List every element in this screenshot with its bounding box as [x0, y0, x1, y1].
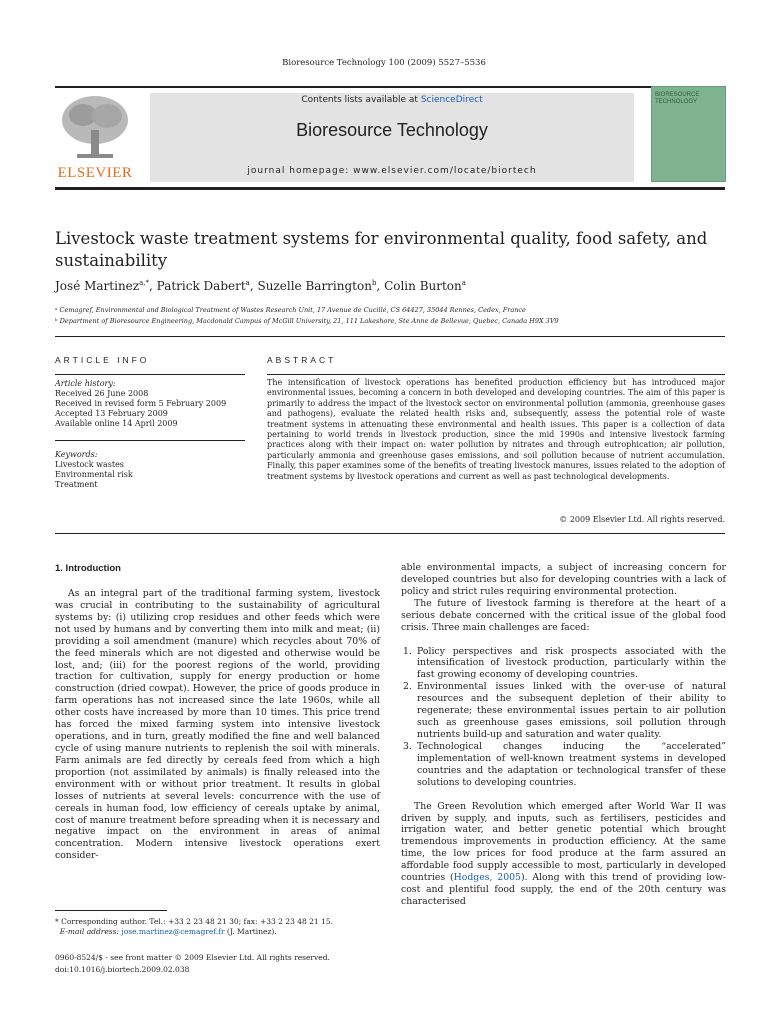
- cover-title: BIORESOURCE TECHNOLOGY: [655, 92, 700, 105]
- history-label: Article history:: [55, 379, 116, 388]
- article-info-rule: [55, 374, 245, 375]
- list-text: Technological changes inducing the “accelerated” implementation of well-known treatment systems in developed countries and the adaptation or technological transfer of these solutions to developing countries.: [417, 740, 726, 788]
- article-history: [55, 379, 245, 429]
- history-item: Accepted 13 February 2009: [55, 409, 168, 418]
- author-affil: a: [461, 279, 466, 287]
- keyword: Livestock wastes: [55, 460, 124, 469]
- list-number: 2.: [403, 681, 412, 693]
- section-rule: [55, 336, 725, 337]
- affiliation: ᵃ Cemagref, Environmental and Biological Treatment of Wastes Research Unit, 17 Avenue de Cucillé, CS 64427, 35044 Rennes, Cedex, France: [55, 306, 526, 314]
- corresponding-author: * Corresponding author. Tel.: +33 2 23 48 21 30; fax: +33 2 23 48 21 15.: [55, 917, 334, 926]
- keywords: [55, 450, 245, 490]
- keyword: Treatment: [55, 480, 98, 489]
- author-name: Suzelle Barrington: [257, 279, 372, 293]
- body-paragraph-continued: able environmental impacts, a subject of increasing concern for developed countries but also for developing countries with a lack of policy and strict rules requiring environmental protection.: [401, 562, 726, 597]
- list-number: 1.: [403, 645, 412, 657]
- footnote-rule: [55, 910, 167, 911]
- journal-citation: Bioresource Technology 100 (2009) 5527–5536: [282, 58, 486, 68]
- left-column: [55, 588, 380, 862]
- journal-name: Bioresource Technology: [296, 120, 488, 140]
- email-line: [55, 927, 380, 937]
- list-text: Environmental issues linked with the over-use of natural resources and the subsequent depletion of their ability to regenerate; these environmental issues pertain to air pollution such as greenhouse gases emissions, soil pollution through nutrients build-up and saturation and water quality.: [417, 681, 726, 740]
- abstract-end-rule: [55, 533, 725, 534]
- email-suffix: (J. Martinez).: [224, 927, 277, 936]
- header-bottom-rule: [55, 187, 725, 190]
- challenge-list: [401, 646, 726, 789]
- header-top-rule: [55, 86, 725, 88]
- keywords-label: Keywords:: [55, 450, 98, 459]
- contents-prefix: Contents lists available at: [301, 95, 421, 105]
- body-paragraph: [401, 801, 726, 908]
- list-item: [401, 646, 726, 682]
- abstract-copyright: © 2009 Elsevier Ltd. All rights reserved.: [559, 515, 725, 524]
- issn-line: 0960-8524/$ - see front matter © 2009 Elsevier Ltd. All rights reserved.: [55, 953, 330, 962]
- author-affil: b: [371, 279, 377, 287]
- abstract-text: The intensification of livestock operations has benefited production efficiency but has introduced major environmental issues, becoming a concern in both developed and developing countries. The aim of this paper is primarily to address the impact of the livestock sector on environmental pollution (ammonia, greenhouse gases and pathogens), evaluate the related health risks and, subsequently, assess the potential role of waste treatment systems in attenuating these environmental and health issues. This paper is a collection of data pertaining to world trends in livestock production, since the mid 1990s and intensive livestock farming practices along with their impact on: water pollution by nitrates and through eutrophication; air pollution, particularly ammonia and greenhouse gases emissions, and soil pollution because of nutrient accumulation. Finally, this paper examines some of the benefits of treating livestock manures, issues related to the adoption of treatment systems by livestock operations and current as well as past technological developments.: [267, 378, 725, 481]
- abstract-rule: [267, 374, 725, 375]
- corresponding-author-note: [55, 917, 380, 937]
- email-link[interactable]: jose.martinez@cemagref.fr: [121, 927, 225, 936]
- body-paragraph: The future of livestock farming is therefore at the heart of a serious debate concerned with the critical issue of the global food crisis. Three main challenges are faced:: [401, 597, 726, 633]
- history-item: Received in revised form 5 February 2009: [55, 399, 227, 408]
- right-column: [401, 562, 726, 908]
- keywords-rule: [55, 440, 245, 441]
- paragraph-text: ). Along with this trend of providing low-cost and plentiful food supply, the end of the 20th century was characterised: [401, 872, 726, 907]
- list-item: [401, 681, 726, 741]
- doi-line: doi:10.1016/j.biortech.2009.02.038: [55, 965, 190, 974]
- article-info-heading: ARTICLE INFO: [55, 355, 150, 365]
- list-item: [401, 741, 726, 789]
- list-number: 3.: [403, 740, 412, 752]
- author-affil: a,*: [139, 279, 150, 287]
- journal-homepage[interactable]: journal homepage: www.elsevier.com/locate/biortech: [247, 166, 537, 176]
- sciencedirect-link[interactable]: ScienceDirect: [420, 95, 483, 105]
- author-list: José Martinez$^{a,*}$, Patrick Dabert$^a$, Suzelle Barrington$^b$, Colin Burton$^a$: [55, 279, 466, 293]
- history-item: Received 26 June 2008: [55, 389, 149, 398]
- section-heading: 1. Introduction: [55, 563, 121, 574]
- author-name: Patrick Dabert: [156, 279, 246, 293]
- body-paragraph: As an integral part of the traditional farming system, livestock was crucial in contributing to the sustainability of agricultural systems by: (i) utilizing crop residues and other feeds which were not used by humans and by converting them into milk and meat; (ii) providing a soil amendment (manure) which recycles about 70% of the feed minerals which are not digested and otherwise would be lost, and; (iii) for the poorest regions of the world, providing traction for cultivation, supply for energy production or home construction (dried cowpat). However, the price of goods produce in farm operations has not increased since the late 1960s, while all other costs have increased by more than 10 times. This price trend has forced the mixed farming system into intensive livestock operations, and in turn, greatly modified the fine and well balanced cycle of using manure nutrients to replenish the soil with minerals. Farm animals are fed directly by cereals feed from which a high proportion (not assimilated by animals) is finally released into the environment with or without prior treatment. It results in global losses of nutrients at several levels: concurrence with the use of cereals in human food, low efficiency of cereals uptake by animal, cost of manure treatment before spreading when it is necessary and negative impact on the environment in areas of animal concentration. Modern intensive livestock operations exert consider-: [55, 588, 380, 862]
- abstract-heading: ABSTRACT: [267, 355, 337, 365]
- history-item: Available online 14 April 2009: [55, 419, 178, 428]
- author-affil: a: [245, 279, 250, 287]
- affiliation: ᵇ Department of Bioresource Engineering, Macdonald Campus of McGill University, 21, 111 Lakeshore, Ste Anne de Bellevue, Quebec, Canada H9X 3V9: [55, 317, 559, 325]
- author-name: José Martinez: [55, 279, 140, 293]
- issn-block: [55, 952, 380, 976]
- author-name: Colin Burton: [384, 279, 462, 293]
- keyword: Environmental risk: [55, 470, 133, 479]
- publisher-logo-text: ELSEVIER: [57, 165, 133, 181]
- citation-link[interactable]: Hodges, 2005: [453, 872, 521, 884]
- contents-line: [150, 95, 634, 105]
- article-title: Livestock waste treatment systems for environmental quality, food safety, and sustainability: [55, 229, 708, 270]
- list-text: Policy perspectives and risk prospects associated with the intensification of livestock production, particularly within the fast growing economy of developing countries.: [417, 645, 726, 681]
- paragraph-text: The Green Revolution which emerged after World War II was driven by supply, and inputs, such as fertilisers, pesticides and irrigation water, and better genetic potential which brought tremendous improvements in production efficiency. At the same time, the low prices for food produce at the farm assured an affordable food supply accessible to most, particularly in developed countries (: [401, 800, 726, 884]
- email-label: E-mail address:: [59, 927, 120, 936]
